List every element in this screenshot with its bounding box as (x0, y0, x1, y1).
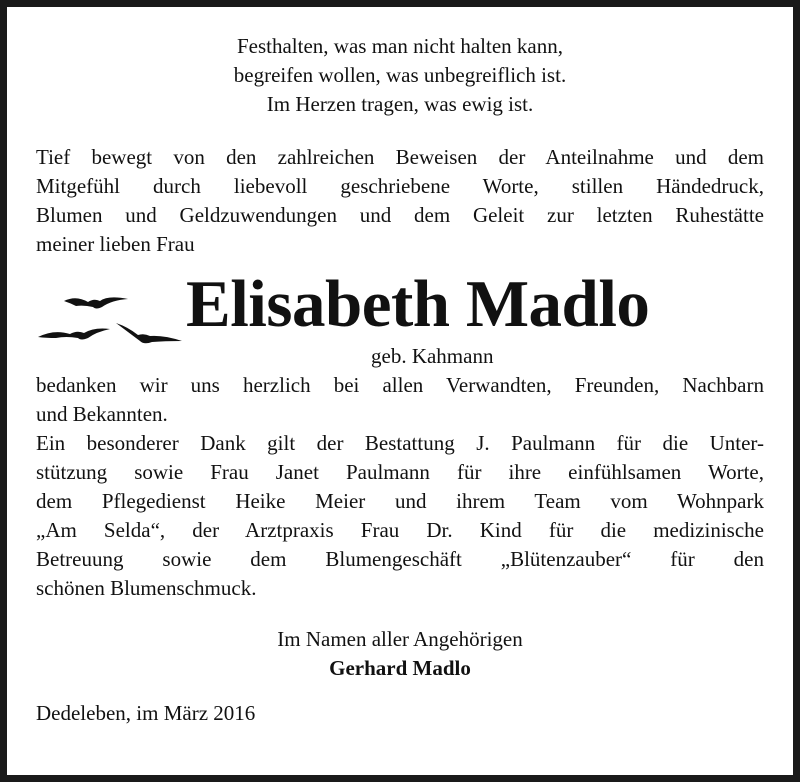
poem-line: begreifen wollen, was unbegreiflich ist. (233, 63, 567, 87)
deceased-name-block (36, 267, 764, 369)
maiden-name: geb. Kahmann (371, 344, 494, 368)
intro-line: Tief bewegt von den zahlreichen Beweisen der Anteilnahme und dem (36, 145, 764, 169)
poem (36, 32, 764, 119)
thanks-line: schönen Blumenschmuck. (36, 576, 257, 600)
thanks-line: und Bekannten. (36, 402, 168, 426)
signature-block (36, 625, 764, 683)
poem-line: Im Herzen tragen, was ewig ist. (266, 92, 534, 116)
obituary-notice (36, 32, 764, 728)
signer-name: Gerhard Madlo (329, 656, 471, 680)
signature-line: Im Namen aller Angehörigen (277, 627, 523, 651)
deceased-name: Elisabeth Madlo (186, 267, 650, 341)
thanks-paragraph (36, 371, 764, 603)
poem-line: Festhalten, was man nicht halten kann, (236, 34, 563, 58)
intro-paragraph (36, 143, 764, 259)
place-date: Dedeleben, im März 2016 (36, 701, 256, 725)
intro-line: Blumen und Geldzuwendungen und dem Geleit zur letzten Ruhestätte (36, 203, 764, 227)
thanks-line: dem Pflegedienst Heike Meier und ihrem Team vom Wohnpark (36, 489, 764, 513)
thanks-line: stützung sowie Frau Janet Paulmann für ihre einfühlsamen Worte, (36, 460, 764, 484)
intro-line: Mitgefühl durch liebevoll geschriebene Worte, stillen Händedruck, (36, 174, 764, 198)
thanks-line: „Am Selda“, der Arztpraxis Frau Dr. Kind für die medizinische (36, 518, 764, 542)
birds-icon (36, 285, 186, 345)
thanks-line: Betreuung sowie dem Blumengeschäft „Blütenzauber“ für den (36, 547, 764, 571)
thanks-line: Ein besonderer Dank gilt der Bestattung J. Paulmann für die Unter- (36, 431, 764, 455)
intro-line: meiner lieben Frau (36, 232, 195, 256)
thanks-line: bedanken wir uns herzlich bei allen Verwandten, Freunden, Nachbarn (36, 373, 764, 397)
